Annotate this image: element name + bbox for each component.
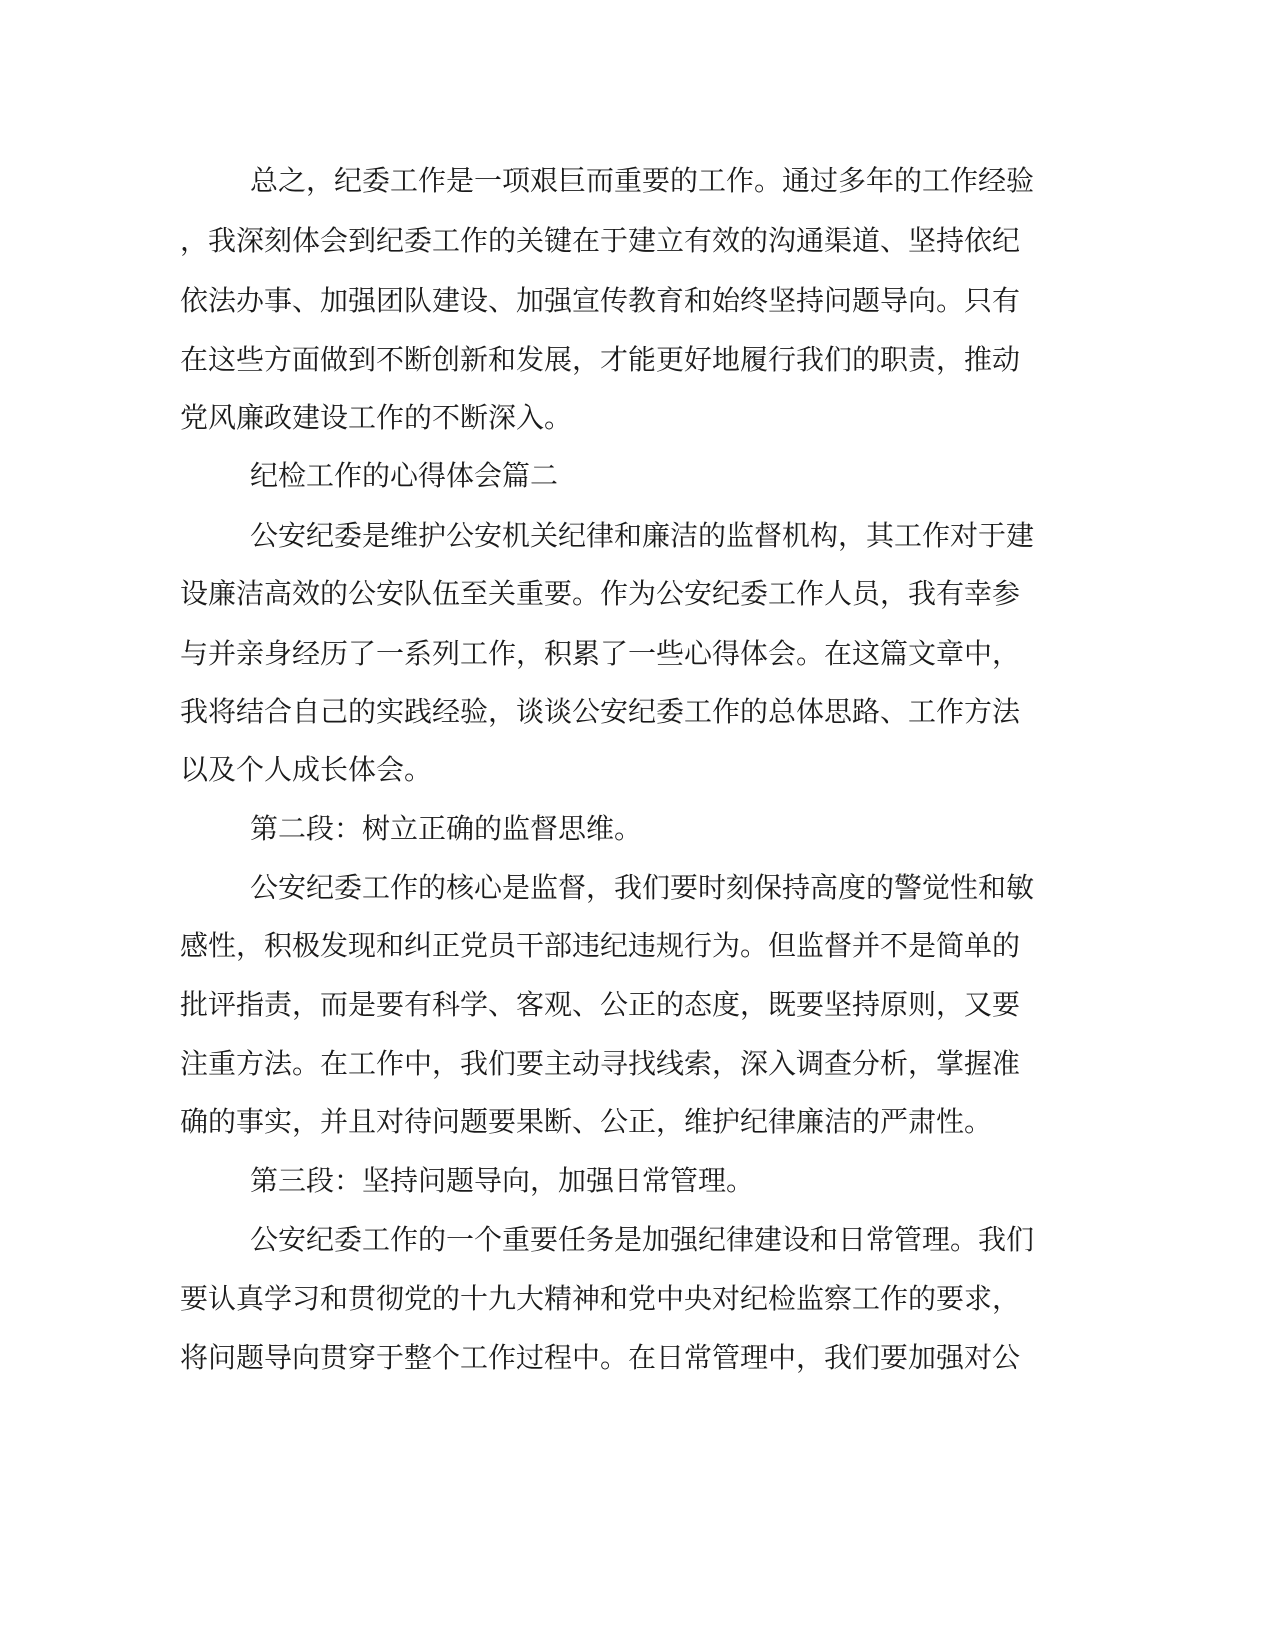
text-line <box>0 752 1275 788</box>
section-heading <box>0 1163 1275 1199</box>
line-text: 纪检工作的心得体会篇二 <box>250 459 559 492</box>
text-line <box>0 1222 1275 1258</box>
section-heading <box>0 811 1275 847</box>
text-line <box>0 694 1275 730</box>
text-line <box>0 342 1275 378</box>
text-line <box>0 636 1275 672</box>
line-text: 以及个人成长体会。 <box>180 753 433 786</box>
line-text: 注重方法。在工作中，我们要主动寻找线索，深入调查分析，掌握准 <box>180 1047 1021 1080</box>
text-line <box>0 1340 1275 1376</box>
line-text: 第二段：树立正确的监督思维。 <box>250 812 643 845</box>
text-line <box>0 987 1275 1023</box>
line-text: 批评指责，而是要有科学、客观、公正的态度，既要坚持原则，又要 <box>180 988 1021 1021</box>
line-text: 第三段：坚持问题导向，加强日常管理。 <box>250 1164 755 1197</box>
text-line <box>0 518 1275 554</box>
text-line <box>0 223 1275 259</box>
text-line <box>0 400 1275 436</box>
line-text: 要认真学习和贯彻党的十九大精神和党中央对纪检监察工作的要求， <box>180 1282 1021 1315</box>
line-text: 在这些方面做到不断创新和发展，才能更好地履行我们的职责，推动 <box>180 343 1021 376</box>
line-text: 总之，纪委工作是一项艰巨而重要的工作。通过多年的工作经验 <box>250 164 1035 197</box>
text-line <box>0 1046 1275 1082</box>
line-text: 确的事实，并且对待问题要果断、公正，维护纪律廉洁的严肃性。 <box>180 1105 993 1138</box>
line-text: 我将结合自己的实践经验，谈谈公安纪委工作的总体思路、工作方法 <box>180 695 1021 728</box>
text-line <box>0 283 1275 319</box>
text-line <box>0 870 1275 906</box>
section-heading <box>0 458 1275 494</box>
line-text: 感性，积极发现和纠正党员干部违纪违规行为。但监督并不是简单的 <box>180 929 1021 962</box>
line-text: 公安纪委工作的一个重要任务是加强纪律建设和日常管理。我们 <box>250 1223 1035 1256</box>
text-line <box>0 1281 1275 1317</box>
line-text: 公安纪委工作的核心是监督，我们要时刻保持高度的警觉性和敏 <box>250 871 1035 904</box>
line-text: ，我深刻体会到纪委工作的关键在于建立有效的沟通渠道、坚持依纪 <box>180 224 1021 257</box>
line-text: 公安纪委是维护公安机关纪律和廉洁的监督机构，其工作对于建 <box>250 519 1035 552</box>
text-line <box>0 576 1275 612</box>
line-text: 将问题导向贯穿于整个工作过程中。在日常管理中，我们要加强对公 <box>180 1341 1021 1374</box>
text-line <box>0 928 1275 964</box>
line-text: 设廉洁高效的公安队伍至关重要。作为公安纪委工作人员，我有幸参 <box>180 577 1021 610</box>
line-text: 党风廉政建设工作的不断深入。 <box>180 401 573 434</box>
line-text: 依法办事、加强团队建设、加强宣传教育和始终坚持问题导向。只有 <box>180 284 1021 317</box>
text-line <box>0 1104 1275 1140</box>
line-text: 与并亲身经历了一系列工作，积累了一些心得体会。在这篇文章中， <box>180 637 1021 670</box>
text-line <box>0 163 1275 199</box>
